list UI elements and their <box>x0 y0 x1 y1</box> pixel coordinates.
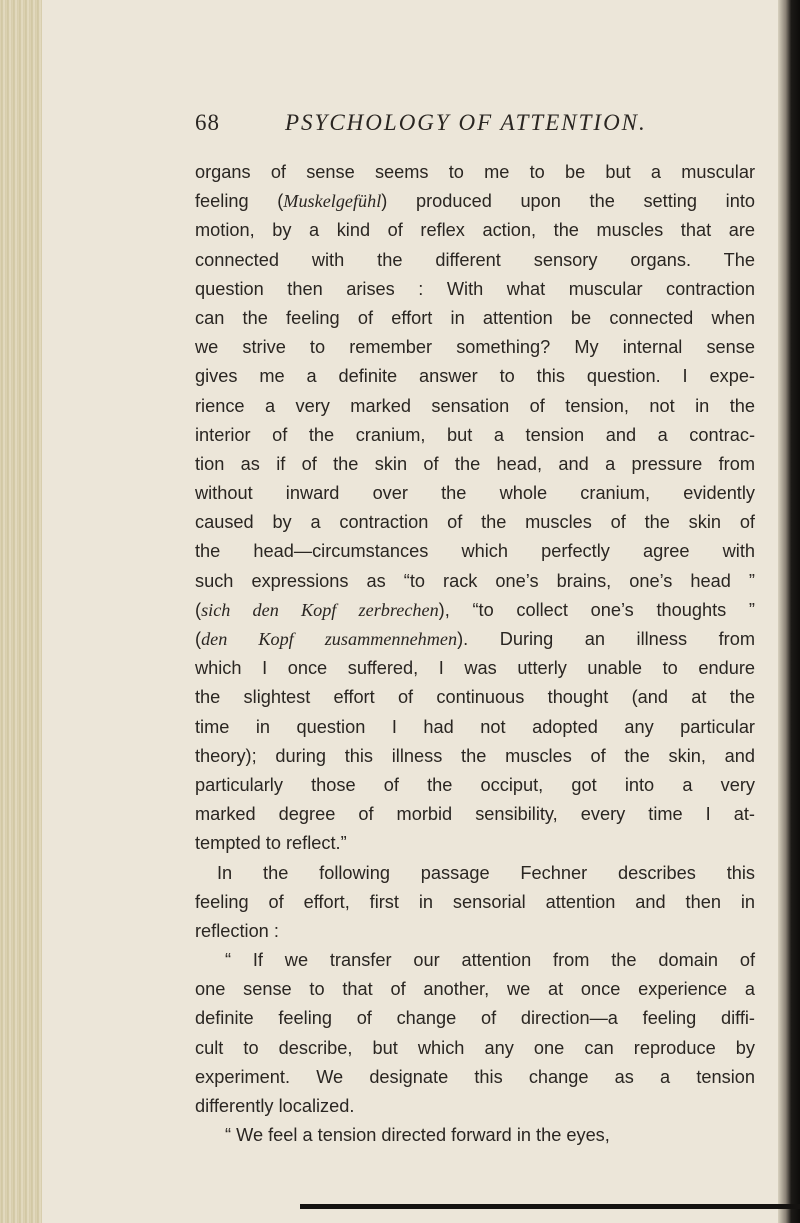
italic-phrase: sich den Kopf zerbrechen <box>201 599 439 620</box>
text-segment: gives me a definite answer to this question. I expe- <box>195 366 755 387</box>
text-segment: feeling of effort, first in sensorial attention and then in <box>195 891 755 912</box>
text-line <box>195 246 755 275</box>
text-segment: feeling ( <box>195 191 284 212</box>
text-line <box>195 1034 755 1063</box>
text-line <box>195 537 755 566</box>
text-line <box>195 187 755 216</box>
text-segment: rience a very marked sensation of tension, not in the <box>195 395 755 416</box>
text-segment: tempted to reflect.” <box>195 833 347 854</box>
text-line <box>195 1004 755 1033</box>
text-segment: caused by a contraction of the muscles of the skin of <box>195 512 755 533</box>
text-line <box>195 304 755 333</box>
text-line <box>195 216 755 245</box>
text-line <box>195 479 755 508</box>
text-line <box>195 362 755 391</box>
text-line <box>195 888 755 917</box>
text-line <box>195 713 755 742</box>
text-line <box>195 392 755 421</box>
text-line <box>195 654 755 683</box>
text-line <box>195 596 755 625</box>
text-segment: the head—circumstances which perfectly agree with <box>195 541 755 562</box>
text-line <box>195 975 755 1004</box>
text-segment: ( <box>195 599 202 620</box>
text-segment: cult to describe, but which any one can reproduce by <box>195 1037 755 1058</box>
text-line <box>195 859 755 888</box>
text-segment: experiment. We designate this change as a tension <box>195 1066 755 1087</box>
text-segment: ( <box>195 629 202 649</box>
text-segment: marked degree of morbid sensibility, every time I at- <box>195 804 755 825</box>
text-segment: interior of the cranium, but a tension and a contrac- <box>195 424 755 445</box>
text-segment: ). During an illness from <box>457 629 755 649</box>
text-segment: one sense to that of another, we at once experience a <box>195 979 755 1000</box>
text-line <box>195 683 755 712</box>
text-segment: theory); during this illness the muscles of the skin, and <box>195 745 755 766</box>
text-line <box>195 450 755 479</box>
page-edge-shadow <box>778 0 800 1223</box>
text-segment: time in question I had not adopted any particular <box>195 716 755 737</box>
text-segment: question then arises : With what muscular contraction <box>195 278 755 299</box>
text-segment: connected with the different sensory organs. The <box>195 249 755 270</box>
text-segment: we strive to remember something? My internal sense <box>195 337 755 358</box>
text-segment: ), “to collect one’s thoughts ” <box>438 599 755 620</box>
text-line <box>195 158 755 187</box>
book-spine-shadow <box>0 0 42 1223</box>
text-segment: organs of sense seems to me to be but a muscular <box>195 162 755 182</box>
text-line <box>195 771 755 800</box>
text-line <box>195 333 755 362</box>
text-segment: ) produced upon the setting into <box>381 191 755 212</box>
text-segment: such expressions as “to rack one’s brains, one’s head ” <box>195 570 755 591</box>
text-line <box>195 742 755 771</box>
text-segment: motion, by a kind of reflex action, the muscles that are <box>195 220 755 241</box>
text-segment: which I once suffered, I was utterly unable to endure <box>195 658 755 679</box>
text-segment: reflection : <box>195 920 279 941</box>
text-segment: can the feeling of effort in attention be connected when <box>195 307 755 328</box>
text-line <box>195 800 755 829</box>
text-segment: In the following passage Fechner describes this <box>217 862 755 883</box>
text-segment: “ If we transfer our attention from the domain of <box>225 950 755 971</box>
text-line <box>195 917 755 946</box>
text-line <box>195 829 755 858</box>
text-line <box>195 508 755 537</box>
italic-phrase: Muskelgefühl <box>283 191 382 212</box>
body-text <box>195 158 755 1150</box>
text-segment: “ We feel a tension directed forward in the eyes, <box>225 1125 610 1146</box>
text-segment: particularly those of the occiput, got into a very <box>195 774 755 795</box>
text-segment: without inward over the whole cranium, evidently <box>195 483 755 504</box>
text-segment: differently localized. <box>195 1096 355 1116</box>
text-line <box>195 567 755 596</box>
page-bottom-edge <box>300 1204 800 1209</box>
page-number: 68 <box>195 110 220 135</box>
text-segment: tion as if of the skin of the head, and a pressure from <box>195 453 755 474</box>
text-line <box>195 1063 755 1092</box>
text-line <box>195 1092 755 1121</box>
text-segment: definite feeling of change of direction—a feeling diffi- <box>195 1008 755 1029</box>
text-line <box>195 625 755 654</box>
text-line <box>195 275 755 304</box>
running-title: PSYCHOLOGY OF ATTENTION. <box>285 110 647 135</box>
page-header <box>195 110 755 150</box>
text-segment: the slightest effort of continuous thought (and at the <box>195 687 755 708</box>
text-line <box>195 946 755 975</box>
text-line <box>195 1121 755 1150</box>
italic-phrase: den Kopf zusammennehmen <box>201 629 458 649</box>
text-line <box>195 421 755 450</box>
